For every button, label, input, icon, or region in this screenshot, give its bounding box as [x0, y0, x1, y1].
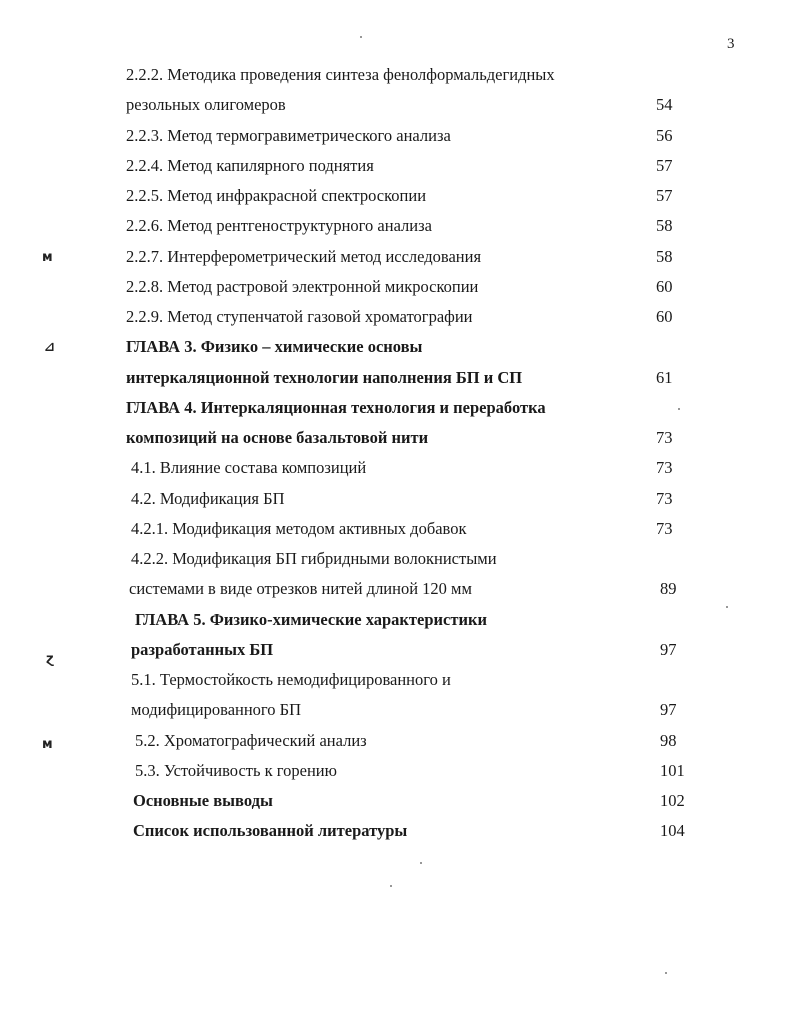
toc-chapter-line [0, 423, 793, 453]
toc-text: 4.2. Модификация БП [131, 488, 285, 508]
toc-text: 2.2.7. Интерферометрический метод исследования [126, 246, 482, 266]
toc-page: 73 [656, 488, 673, 508]
toc-text: ГЛАВА 3. Физико – химические основы [126, 337, 423, 357]
toc-page: 61 [656, 367, 673, 387]
margin-mark: ɀ [46, 652, 54, 667]
toc-line [0, 695, 793, 725]
toc-line [0, 181, 793, 211]
toc-page: 104 [660, 821, 685, 841]
toc-page: 58 [656, 216, 673, 236]
toc-chapter-line [0, 393, 793, 423]
toc-text: резольных олигомеров [126, 95, 286, 115]
toc-page: 101 [660, 760, 685, 780]
toc-text: 2.2.3. Метод термогравиметрического анализа [126, 125, 451, 145]
margin-mark: ⊿ [44, 340, 55, 355]
toc-page: 57 [656, 155, 673, 175]
toc-text: 5.3. Устойчивость к горению [135, 760, 337, 780]
toc-text: 2.2.6. Метод рентгеноструктурного анализа [126, 216, 432, 236]
toc-line [0, 756, 793, 786]
toc-text: модифицированного БП [131, 700, 302, 720]
toc-text: системами в виде отрезков нитей длиной 120 мм [129, 579, 472, 599]
toc-page: 60 [656, 276, 673, 296]
toc-text: 5.2. Хроматографический анализ [135, 730, 367, 750]
toc-page: 97 [660, 639, 677, 659]
toc-page: 58 [656, 246, 673, 266]
toc-page: 102 [660, 791, 685, 810]
toc-line [0, 60, 793, 90]
toc-line [0, 514, 793, 544]
toc-text: ГЛАВА 4. Интеркаляционная технология и переработка [126, 397, 546, 417]
toc-line [0, 90, 793, 120]
toc-text: 2.2.2. Методика проведения синтеза фенолформальдегидных [126, 65, 555, 84]
toc-chapter-line [0, 605, 793, 635]
toc-line [0, 272, 793, 302]
toc-page: 57 [656, 186, 673, 205]
toc-line [0, 302, 793, 332]
toc-text: 2.2.4. Метод капилярного поднятия [126, 155, 374, 175]
toc-text: интеркаляционной технологии наполнения БП и СП [126, 367, 523, 387]
toc-text: разработанных БП [131, 639, 274, 659]
toc-page: 97 [660, 700, 677, 720]
toc-page: 60 [656, 307, 673, 326]
margin-mark: ᴍ [42, 737, 53, 752]
toc-chapter-line [0, 635, 793, 665]
toc-line [0, 242, 793, 272]
toc-text: 4.2.2. Модификация БП гибридными волокнистыми [131, 549, 497, 568]
toc-line [0, 665, 793, 695]
toc-chapter-line [0, 816, 793, 846]
toc-line [0, 726, 793, 756]
toc-page: 54 [656, 95, 673, 115]
toc-line [0, 574, 793, 604]
toc-line [0, 544, 793, 574]
toc-chapter-line [0, 786, 793, 816]
toc-text: 2.2.5. Метод инфракрасной спектроскопии [126, 186, 427, 205]
toc-text: композиций на основе базальтовой нити [126, 428, 429, 447]
toc-text: 2.2.8. Метод растровой электронной микроскопии [126, 276, 479, 296]
page-number: 3 [727, 36, 735, 52]
toc-text: ГЛАВА 5. Физико-химические характеристики [135, 609, 487, 629]
toc-text: Основные выводы [133, 791, 273, 810]
toc-page: 89 [660, 579, 677, 599]
toc-line [0, 453, 793, 483]
toc-text: 4.2.1. Модификация методом активных добавок [131, 518, 467, 538]
toc-page: 73 [656, 518, 673, 538]
toc-line [0, 151, 793, 181]
toc-page: 98 [660, 730, 677, 750]
toc-page: 73 [656, 458, 673, 478]
toc-page: 73 [656, 428, 673, 447]
toc-text: Список использованной литературы [133, 821, 408, 841]
toc-line [0, 484, 793, 514]
toc-text: 4.1. Влияние состава композиций [131, 458, 367, 478]
toc-chapter-line [0, 332, 793, 362]
toc-text: 5.1. Термостойкость немодифицированного и [131, 670, 451, 689]
toc-line [0, 211, 793, 241]
toc-page: 56 [656, 125, 673, 145]
margin-mark: ᴍ [42, 250, 53, 265]
table-of-contents [0, 60, 793, 847]
toc-text: 2.2.9. Метод ступенчатой газовой хроматографии [126, 307, 473, 326]
toc-line [0, 121, 793, 151]
toc-chapter-line [0, 363, 793, 393]
